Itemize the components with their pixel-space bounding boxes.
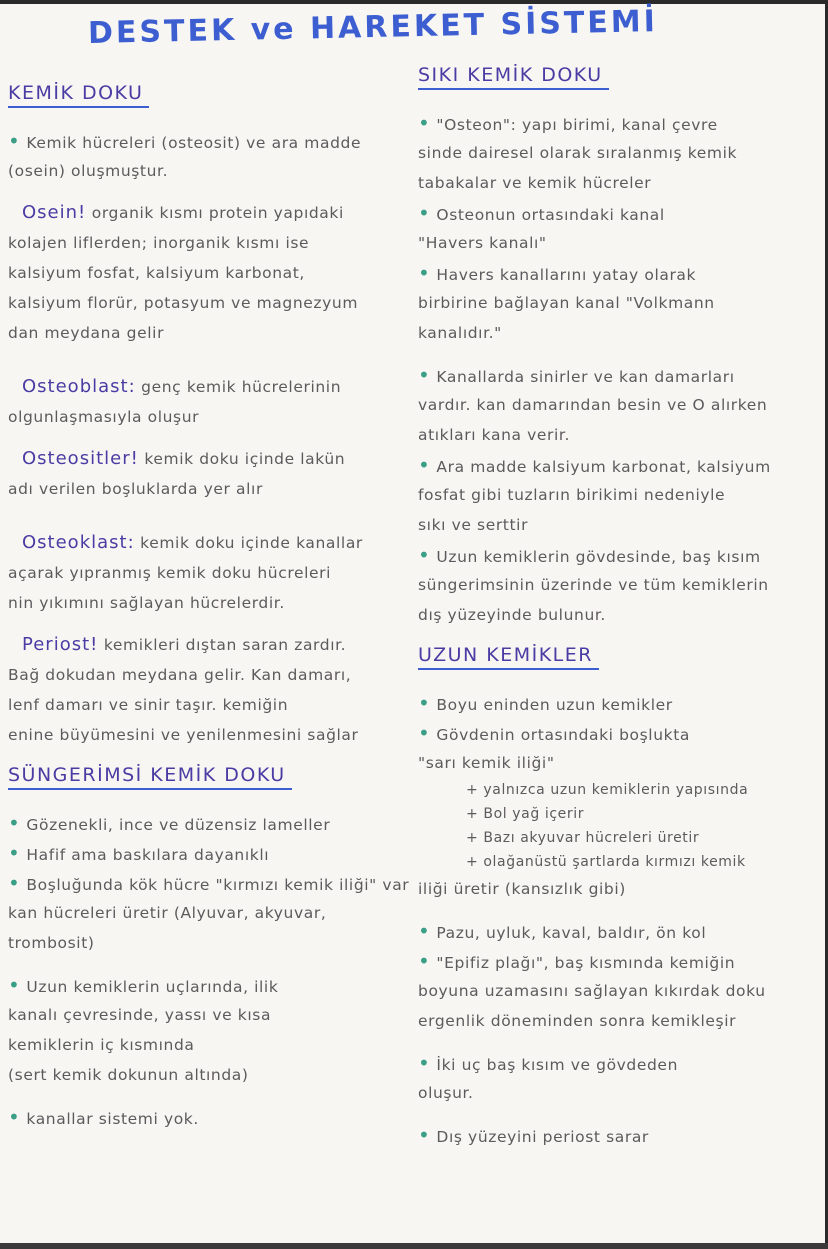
line-text: Uzun kemiklerin gövdesinde, baş kısım bbox=[436, 548, 761, 566]
line-text: + Bol yağ içerir bbox=[466, 806, 585, 822]
text-line bbox=[418, 510, 818, 540]
text-line bbox=[418, 228, 818, 258]
line-text: kemikleri dıştan saran zardır. bbox=[98, 636, 347, 654]
sub-item-line bbox=[418, 850, 818, 874]
text-line bbox=[8, 1000, 408, 1030]
text-line bbox=[418, 288, 818, 318]
term-label: Osteoblast: bbox=[22, 376, 136, 397]
line-text: nin yıkımını sağlayan hücrelerdir. bbox=[8, 594, 285, 612]
line-text: kemiklerin iç kısmında bbox=[8, 1036, 195, 1054]
text-line bbox=[8, 288, 408, 318]
text-line bbox=[8, 898, 408, 928]
line-text: fosfat gibi tuzların birikimi nedeniyle bbox=[418, 486, 726, 504]
line-text: adı verilen boşluklarda yer alır bbox=[8, 480, 263, 498]
text-line bbox=[8, 474, 408, 504]
line-text: Boşluğunda kök hücre "kırmızı kemik iliği" var bbox=[26, 876, 410, 894]
line-text: vardır. kan damarından besin ve O alırken bbox=[418, 396, 768, 414]
text-line bbox=[418, 748, 818, 778]
line-text: birbirine bağlayan kanal "Volkmann bbox=[418, 294, 715, 312]
line-text: Havers kanallarını yatay olarak bbox=[436, 266, 697, 284]
line-text: + Bazı akyuvar hücreleri üretir bbox=[466, 830, 700, 846]
line-text: Osteonun ortasındaki kanal bbox=[436, 206, 665, 224]
bullet-line bbox=[418, 360, 818, 390]
line-text: ergenlik döneminden sonra kemikleşir bbox=[418, 1012, 737, 1030]
line-text: dış yüzeyinde bulunur. bbox=[418, 606, 606, 624]
bullet-line bbox=[8, 126, 408, 156]
term-definition-line bbox=[8, 372, 408, 402]
bullet-line bbox=[418, 688, 818, 718]
line-text: kemik doku içinde lakün bbox=[138, 450, 346, 468]
bullet-line bbox=[418, 718, 818, 748]
section-heading bbox=[418, 62, 818, 108]
line-text: (sert kemik dokunun altında) bbox=[8, 1066, 249, 1084]
line-text: kanalıdır." bbox=[418, 324, 502, 342]
line-text: kolajen liflerden; inorganik kısmı ise bbox=[8, 234, 310, 252]
line-text: Uzun kemiklerin uçlarında, ilik bbox=[26, 978, 279, 996]
page-title: DESTEK ve HAREKET SİSTEMİ bbox=[87, 4, 659, 51]
line-text: açarak yıpranmış kemik doku hücreleri bbox=[8, 564, 332, 582]
term-definition-line bbox=[8, 630, 408, 660]
line-text: Bağ dokudan meydana gelir. Kan damarı, bbox=[8, 666, 352, 684]
text-line bbox=[8, 690, 408, 720]
text-line bbox=[8, 558, 408, 588]
text-line bbox=[418, 1078, 818, 1108]
text-line bbox=[418, 570, 818, 600]
text-line bbox=[418, 138, 818, 168]
text-line bbox=[418, 480, 818, 510]
line-text: atıkları kana verir. bbox=[418, 426, 570, 444]
line-text: + yalnızca uzun kemiklerin yapısında bbox=[466, 782, 749, 798]
line-text: Pazu, uyluk, kaval, baldır, ön kol bbox=[436, 924, 707, 942]
text-line bbox=[8, 660, 408, 690]
line-text: Kemik hücreleri (osteosit) ve ara madde bbox=[26, 134, 362, 152]
line-text: + olağanüstü şartlarda kırmızı kemik bbox=[466, 854, 746, 870]
section-heading bbox=[8, 80, 408, 126]
line-text: (osein) oluşmuştur. bbox=[8, 162, 169, 180]
text-line bbox=[418, 420, 818, 450]
bullet-line bbox=[418, 916, 818, 946]
sub-item-line bbox=[418, 802, 818, 826]
line-text: "sarı kemik iliği" bbox=[418, 754, 555, 772]
line-text: kanalı çevresinde, yassı ve kısa bbox=[8, 1006, 272, 1024]
line-text: olgunlaşmasıyla oluşur bbox=[8, 408, 200, 426]
line-text: Kanallarda sinirler ve kan damarları bbox=[436, 368, 735, 386]
line-text: lenf damarı ve sinir taşır. kemiğin bbox=[8, 696, 289, 714]
line-text: oluşur. bbox=[418, 1084, 474, 1102]
bullet-line bbox=[8, 838, 408, 868]
term-definition-line bbox=[8, 198, 408, 228]
bullet-line bbox=[8, 868, 408, 898]
line-text: "Havers kanalı" bbox=[418, 234, 547, 252]
line-text: Gövdenin ortasındaki boşlukta bbox=[436, 726, 690, 744]
line-text: "Epifiz plağı", baş kısmında kemiğin bbox=[436, 954, 736, 972]
line-text: iliği üretir (kansızlık gibi) bbox=[418, 880, 626, 898]
line-text: Boyu eninden uzun kemikler bbox=[436, 696, 673, 714]
top-edge bbox=[0, 0, 828, 4]
bullet-line bbox=[418, 108, 818, 138]
text-line bbox=[8, 1030, 408, 1060]
line-text: kalsiyum florür, potasyum ve magnezyum bbox=[8, 294, 359, 312]
bullet-line bbox=[8, 1102, 408, 1132]
text-line bbox=[418, 1006, 818, 1036]
bottom-edge bbox=[0, 1243, 828, 1249]
term-label: Osteoklast: bbox=[22, 532, 135, 553]
line-text: Hafif ama baskılara dayanıklı bbox=[26, 846, 270, 864]
text-line bbox=[8, 928, 408, 958]
term-label: Osteositler! bbox=[22, 448, 139, 469]
text-line bbox=[418, 600, 818, 630]
right-column bbox=[418, 62, 818, 1150]
section-heading-text: UZUN KEMİKLER bbox=[418, 642, 599, 670]
term-definition-line bbox=[8, 528, 408, 558]
line-text: dan meydana gelir bbox=[8, 324, 165, 342]
section-heading bbox=[8, 762, 408, 808]
line-text: kan hücreleri üretir (Alyuvar, akyuvar, bbox=[8, 904, 327, 922]
line-text: "Osteon": yapı birimi, kanal çevre bbox=[436, 116, 718, 134]
bullet-line bbox=[418, 1120, 818, 1150]
line-text: boyuna uzamasını sağlayan kıkırdak doku bbox=[418, 982, 766, 1000]
section-heading-text: SÜNGERİMSİ KEMİK DOKU bbox=[8, 762, 292, 790]
text-line bbox=[418, 874, 818, 904]
term-label: Periost! bbox=[22, 634, 99, 655]
line-text: kanallar sistemi yok. bbox=[26, 1110, 199, 1128]
line-text: İki uç baş kısım ve gövdeden bbox=[436, 1056, 678, 1074]
bullet-line bbox=[8, 808, 408, 838]
bullet-line bbox=[418, 450, 818, 480]
line-text: Dış yüzeyini periost sarar bbox=[436, 1128, 649, 1146]
text-line bbox=[8, 588, 408, 618]
line-text: kalsiyum fosfat, kalsiyum karbonat, bbox=[8, 264, 305, 282]
bullet-line bbox=[8, 970, 408, 1000]
sub-item-line bbox=[418, 778, 818, 802]
line-text: sıkı ve serttir bbox=[418, 516, 529, 534]
bullet-line bbox=[418, 1048, 818, 1078]
bullet-line bbox=[418, 946, 818, 976]
line-text: tabakalar ve kemik hücreler bbox=[418, 174, 652, 192]
line-text: enine büyümesini ve yenilenmesini sağlar bbox=[8, 726, 359, 744]
line-text: kemik doku içinde kanallar bbox=[134, 534, 363, 552]
text-line bbox=[8, 402, 408, 432]
bullet-line bbox=[418, 540, 818, 570]
text-line bbox=[8, 720, 408, 750]
text-line bbox=[8, 228, 408, 258]
section-heading-text: KEMİK DOKU bbox=[8, 80, 149, 108]
line-text: Ara madde kalsiyum karbonat, kalsiyum bbox=[436, 458, 771, 476]
line-text: Gözenekli, ince ve düzensiz lameller bbox=[26, 816, 331, 834]
text-line bbox=[8, 156, 408, 186]
line-text: genç kemik hücrelerinin bbox=[135, 378, 342, 396]
text-line bbox=[8, 258, 408, 288]
line-text: organik kısmı protein yapıdaki bbox=[86, 204, 344, 222]
term-label: Osein! bbox=[22, 202, 87, 223]
bullet-line bbox=[418, 258, 818, 288]
line-text: trombosit) bbox=[8, 934, 95, 952]
line-text: süngerimsinin üzerinde ve tüm kemiklerin bbox=[418, 576, 769, 594]
line-text: sinde dairesel olarak sıralanmış kemik bbox=[418, 144, 738, 162]
text-line bbox=[418, 390, 818, 420]
text-line bbox=[418, 976, 818, 1006]
bullet-line bbox=[418, 198, 818, 228]
text-line bbox=[418, 168, 818, 198]
section-heading-text: SIKI KEMİK DOKU bbox=[418, 62, 609, 90]
text-line bbox=[8, 318, 408, 348]
term-definition-line bbox=[8, 444, 408, 474]
text-line bbox=[418, 318, 818, 348]
sub-item-line bbox=[418, 826, 818, 850]
left-column bbox=[8, 80, 408, 1132]
text-line bbox=[8, 1060, 408, 1090]
section-heading bbox=[418, 642, 818, 688]
